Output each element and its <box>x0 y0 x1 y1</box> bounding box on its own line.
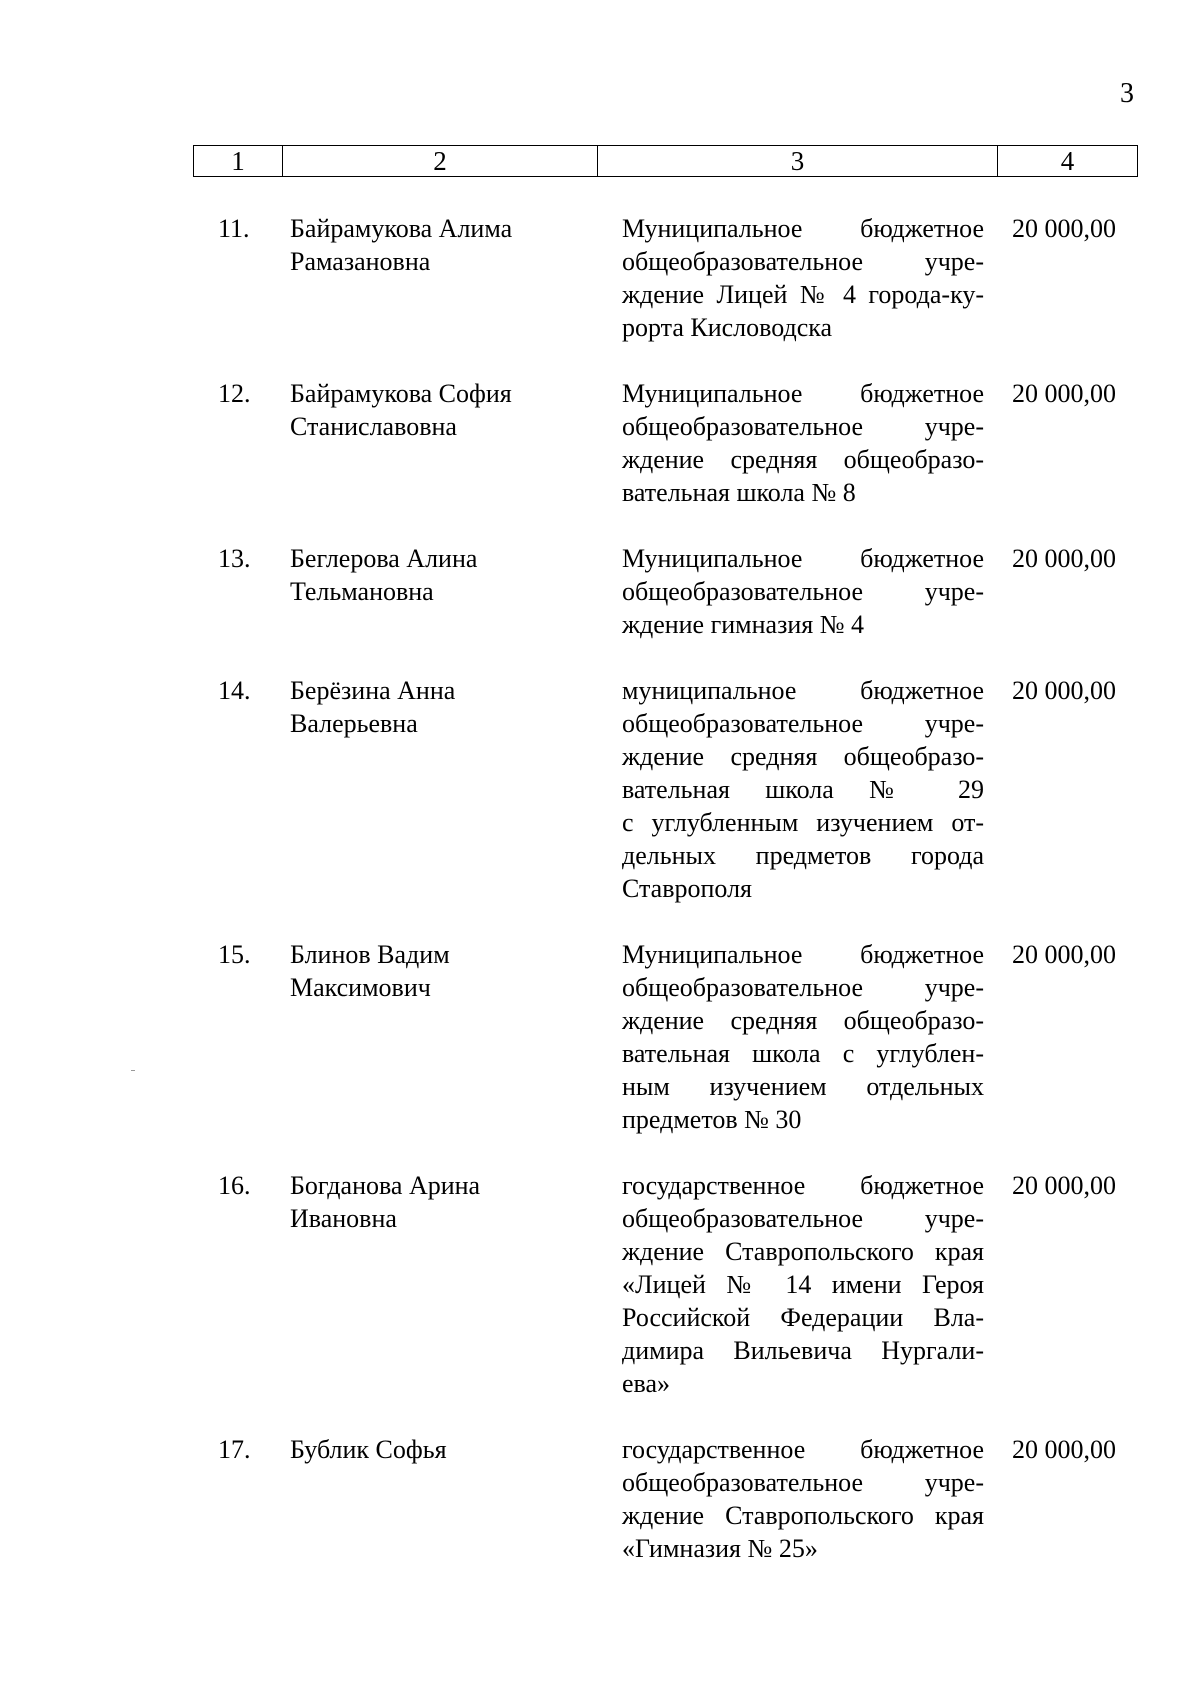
table-row <box>0 377 1200 509</box>
institution-line: ждение Ставропольского края <box>622 1237 984 1266</box>
institution <box>622 1169 984 1400</box>
institution-line: вательная школа № 8 <box>622 478 856 507</box>
institution-line: рорта Кисловодска <box>622 313 833 342</box>
institution <box>622 377 984 509</box>
amount: 20 000,00 <box>1012 214 1116 243</box>
institution-line: Муниципальное бюджетное <box>622 544 984 573</box>
institution-line: Ставрополя <box>622 874 752 903</box>
institution-line: общеобразовательное учре- <box>622 709 984 738</box>
page-number: 3 <box>1120 78 1134 109</box>
institution-line: общеобразовательное учре- <box>622 247 984 276</box>
row-number: 16. <box>218 1171 251 1200</box>
amount: 20 000,00 <box>1012 1171 1116 1200</box>
row-number: 15. <box>218 940 251 969</box>
institution-line: общеобразовательное учре- <box>622 1468 984 1497</box>
amount: 20 000,00 <box>1012 1435 1116 1464</box>
row-number: 13. <box>218 544 251 573</box>
institution-line: Муниципальное бюджетное <box>622 379 984 408</box>
institution-line: общеобразовательное учре- <box>622 973 984 1002</box>
institution <box>622 674 984 905</box>
header-cell-1: 1 <box>194 146 283 176</box>
recipient-name-line: Блинов Вадим <box>290 940 450 969</box>
recipient-name-line: Берёзина Анна <box>290 676 456 705</box>
recipient-name-line: Байрамукова Алима <box>290 214 513 243</box>
recipient-name <box>290 1433 590 1466</box>
institution-line: ждение Ставропольского края <box>622 1501 984 1530</box>
institution-line: с углубленным изучением от- <box>622 808 984 837</box>
recipient-name-line: Валерьевна <box>290 709 418 738</box>
recipient-name-line: Байрамукова София <box>290 379 512 408</box>
institution-line: общеобразовательное учре- <box>622 1204 984 1233</box>
table-row <box>0 212 1200 344</box>
amount: 20 000,00 <box>1012 379 1116 408</box>
institution-line: ева» <box>622 1369 671 1398</box>
institution-line: ждение средняя общеобразо- <box>622 1006 984 1035</box>
institution-line: Муниципальное бюджетное <box>622 940 984 969</box>
institution-line: дельных предметов города <box>622 841 984 870</box>
institution <box>622 938 984 1136</box>
recipient-name-line: Тельмановна <box>290 577 434 606</box>
header-cell-3: 3 <box>598 146 998 176</box>
institution <box>622 1433 984 1565</box>
institution <box>622 542 984 641</box>
amount: 20 000,00 <box>1012 940 1116 969</box>
table-row <box>0 1433 1200 1565</box>
row-number: 11. <box>218 214 250 243</box>
margin-mark <box>131 1070 135 1071</box>
institution-line: вательная школа с углублен- <box>622 1039 984 1068</box>
institution-line: ным изучением отдельных <box>622 1072 984 1101</box>
institution-line: общеобразовательное учре- <box>622 412 984 441</box>
header-cell-2: 2 <box>283 146 598 176</box>
table-row <box>0 542 1200 641</box>
institution-line: муниципальное бюджетное <box>622 676 984 705</box>
institution-line: димира Вильевича Нургали- <box>622 1336 984 1365</box>
recipient-name-line: Богданова Арина <box>290 1171 481 1200</box>
amount: 20 000,00 <box>1012 676 1116 705</box>
recipient-name <box>290 212 590 278</box>
institution-line: государственное бюджетное <box>622 1435 984 1464</box>
recipient-name <box>290 1169 590 1235</box>
recipient-name <box>290 377 590 443</box>
header-cell-4: 4 <box>1060 146 1075 176</box>
institution-line: ждение средняя общеобразо- <box>622 445 984 474</box>
institution-line: предметов № 30 <box>622 1105 802 1134</box>
institution-line: «Гимназия № 25» <box>622 1534 818 1563</box>
recipient-name <box>290 542 590 608</box>
institution-line: ждение Лицей № 4 города-ку- <box>622 280 984 309</box>
institution-line: «Лицей № 14 имени Героя <box>622 1270 984 1299</box>
row-number: 17. <box>218 1435 251 1464</box>
recipient-name-line: Станиславовна <box>290 412 457 441</box>
institution-line: общеобразовательное учре- <box>622 577 984 606</box>
table-body <box>0 212 1200 1598</box>
institution-line: Российской Федерации Вла- <box>622 1303 984 1332</box>
recipient-name <box>290 674 590 740</box>
recipient-name-line: Максимович <box>290 973 431 1002</box>
recipient-name-line: Бублик Софья <box>290 1435 447 1464</box>
row-number: 14. <box>218 676 251 705</box>
institution-line: ждение гимназия № 4 <box>622 610 865 639</box>
amount: 20 000,00 <box>1012 544 1116 573</box>
institution-line: государственное бюджетное <box>622 1171 984 1200</box>
institution <box>622 212 984 344</box>
table-row <box>0 938 1200 1136</box>
institution-line: вательная школа № 29 <box>622 775 984 804</box>
table-header <box>193 145 1138 177</box>
recipient-name-line: Ивановна <box>290 1204 397 1233</box>
table-row <box>0 1169 1200 1400</box>
institution-line: ждение средняя общеобразо- <box>622 742 984 771</box>
recipient-name-line: Рамазановна <box>290 247 431 276</box>
row-number: 12. <box>218 379 251 408</box>
recipient-name <box>290 938 590 1004</box>
table-row <box>0 674 1200 905</box>
institution-line: Муниципальное бюджетное <box>622 214 984 243</box>
recipient-name-line: Беглерова Алина <box>290 544 478 573</box>
